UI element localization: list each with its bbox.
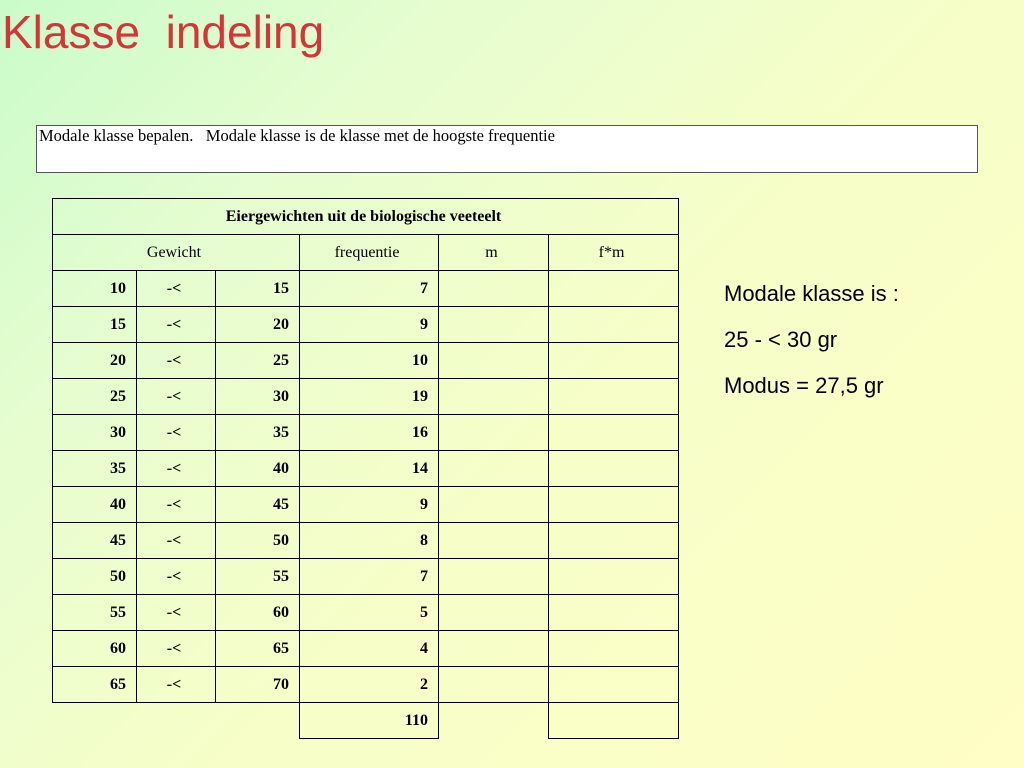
- cell-fm: [549, 667, 679, 703]
- cell-frequency: 2: [300, 667, 439, 703]
- cell-weight-to: 25: [216, 343, 300, 379]
- table-caption-row: [53, 199, 679, 235]
- slide-title: Klasse indeling: [2, 6, 325, 58]
- cell-m: [439, 523, 549, 559]
- cell-m: [439, 631, 549, 667]
- cell-weight-to: 50: [216, 523, 300, 559]
- summary-modal-class-value: 25 - < 30 gr: [724, 327, 838, 352]
- cell-weight-from: 35: [53, 451, 137, 487]
- table-row: [53, 307, 679, 343]
- cell-m: [439, 487, 549, 523]
- cell-weight-to: 40: [216, 451, 300, 487]
- cell-weight-sep: -<: [137, 559, 216, 595]
- total-spacer: [53, 703, 300, 739]
- table-row: [53, 631, 679, 667]
- cell-fm: [549, 559, 679, 595]
- table-row: [53, 343, 679, 379]
- cell-frequency: 19: [300, 379, 439, 415]
- cell-weight-to: 45: [216, 487, 300, 523]
- cell-m: [439, 379, 549, 415]
- summary-panel: [724, 280, 899, 418]
- cell-frequency: 5: [300, 595, 439, 631]
- cell-weight-from: 65: [53, 667, 137, 703]
- cell-frequency-total: 110: [300, 703, 439, 739]
- cell-frequency: 4: [300, 631, 439, 667]
- cell-frequency: 16: [300, 415, 439, 451]
- header-weight: Gewicht: [53, 235, 300, 271]
- cell-weight-from: 40: [53, 487, 137, 523]
- cell-weight-to: 30: [216, 379, 300, 415]
- cell-fm: [549, 631, 679, 667]
- cell-weight-sep: -<: [137, 523, 216, 559]
- cell-frequency: 9: [300, 487, 439, 523]
- cell-frequency: 8: [300, 523, 439, 559]
- cell-weight-to: 55: [216, 559, 300, 595]
- cell-weight-from: 45: [53, 523, 137, 559]
- table-row: [53, 415, 679, 451]
- cell-weight-to: 65: [216, 631, 300, 667]
- instruction-box: Modale klasse bepalen. Modale klasse is de klasse met de hoogste frequentie: [36, 125, 978, 173]
- cell-weight-from: 60: [53, 631, 137, 667]
- table-total-row: [53, 703, 679, 739]
- table-header-row: [53, 235, 679, 271]
- cell-m: [439, 451, 549, 487]
- cell-frequency: 7: [300, 271, 439, 307]
- table-row: [53, 271, 679, 307]
- cell-weight-sep: -<: [137, 415, 216, 451]
- header-fm: f*m: [549, 235, 679, 271]
- cell-m: [439, 307, 549, 343]
- cell-weight-sep: -<: [137, 343, 216, 379]
- cell-weight-from: 20: [53, 343, 137, 379]
- cell-frequency: 9: [300, 307, 439, 343]
- frequency-table: [52, 198, 679, 739]
- cell-fm: [549, 415, 679, 451]
- cell-frequency: 14: [300, 451, 439, 487]
- cell-weight-sep: -<: [137, 271, 216, 307]
- table-row: [53, 595, 679, 631]
- cell-weight-to: 60: [216, 595, 300, 631]
- cell-fm: [549, 379, 679, 415]
- table-row: [53, 379, 679, 415]
- cell-frequency: 7: [300, 559, 439, 595]
- cell-fm: [549, 271, 679, 307]
- cell-weight-from: 30: [53, 415, 137, 451]
- header-frequency: frequentie: [300, 235, 439, 271]
- cell-fm: [549, 523, 679, 559]
- cell-fm: [549, 487, 679, 523]
- cell-weight-from: 15: [53, 307, 137, 343]
- summary-modal-class-label: Modale klasse is :: [724, 281, 899, 306]
- cell-weight-sep: -<: [137, 667, 216, 703]
- cell-weight-sep: -<: [137, 379, 216, 415]
- cell-weight-sep: -<: [137, 307, 216, 343]
- header-m: m: [439, 235, 549, 271]
- table-row: [53, 487, 679, 523]
- cell-fm: [549, 451, 679, 487]
- table-row: [53, 451, 679, 487]
- cell-m: [439, 559, 549, 595]
- cell-weight-from: 10: [53, 271, 137, 307]
- cell-weight-sep: -<: [137, 631, 216, 667]
- cell-fm-total: [549, 703, 679, 739]
- cell-weight-to: 35: [216, 415, 300, 451]
- total-spacer-m: [439, 703, 549, 739]
- cell-weight-to: 15: [216, 271, 300, 307]
- cell-weight-from: 55: [53, 595, 137, 631]
- table-row: [53, 559, 679, 595]
- cell-weight-from: 50: [53, 559, 137, 595]
- cell-weight-sep: -<: [137, 451, 216, 487]
- cell-weight-to: 70: [216, 667, 300, 703]
- cell-weight-sep: -<: [137, 595, 216, 631]
- cell-fm: [549, 595, 679, 631]
- table-row: [53, 667, 679, 703]
- summary-mode-value: Modus = 27,5 gr: [724, 373, 884, 398]
- cell-fm: [549, 343, 679, 379]
- cell-m: [439, 667, 549, 703]
- cell-weight-sep: -<: [137, 487, 216, 523]
- cell-m: [439, 415, 549, 451]
- cell-weight-to: 20: [216, 307, 300, 343]
- cell-frequency: 10: [300, 343, 439, 379]
- cell-m: [439, 595, 549, 631]
- cell-m: [439, 343, 549, 379]
- table-row: [53, 523, 679, 559]
- cell-fm: [549, 307, 679, 343]
- table-caption: Eiergewichten uit de biologische veeteelt: [53, 199, 679, 235]
- cell-m: [439, 271, 549, 307]
- cell-weight-from: 25: [53, 379, 137, 415]
